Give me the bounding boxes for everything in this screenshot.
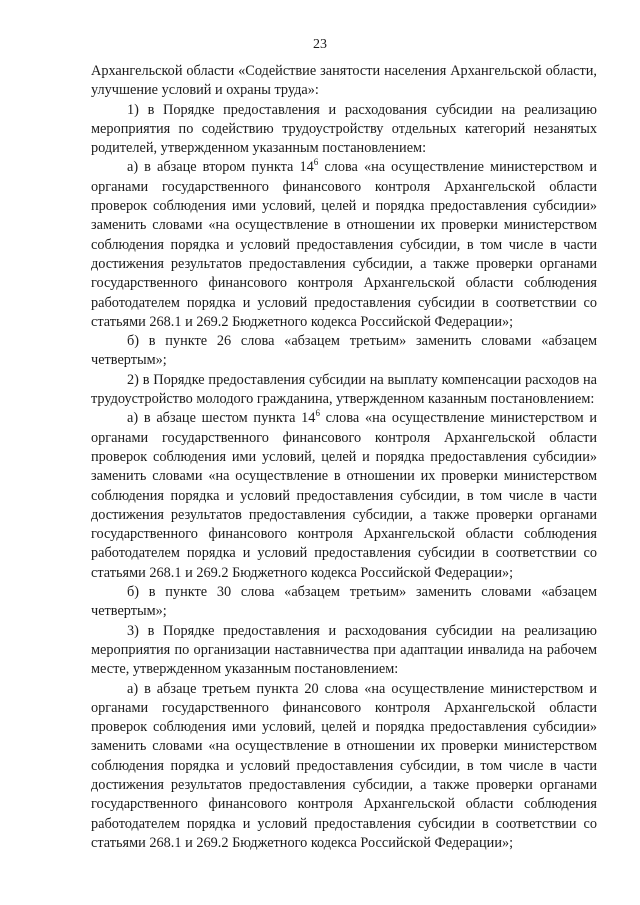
superscript: 6 <box>313 157 319 168</box>
paragraph-intro: Архангельской области «Содействие занятости населения Архангельской области, улучшение условий и охраны труда»: <box>91 63 597 99</box>
paragraph-text: а) в абзаце шестом пункта 14 <box>127 410 316 427</box>
paragraph-item-1a <box>91 158 597 332</box>
page-number: 23 <box>313 37 327 52</box>
paragraph-item-3a: а) в абзаце третьем пункта 20 слова «на осуществление министерством и органами государственного финансового контроля Архангельской области проверок соблюдения ими условий, целей и порядка предоставления субсидии» заменить словами «на осуществление в отношении их проверки министерством соблюдения порядка и условий предоставления субсидии, в том числе в части достижения результатов предоставления субсидии, а также проверки органами государственного финансового контроля Архангельской области соблюдения работодателем порядка и условий предоставления субсидии в соответствии со статьями 268.1 и 269.2 Бюджетного кодекса Российской Федерации»; <box>91 680 597 851</box>
paragraph-text: слова «на осуществление министерством и органами государственного финансового контроля Архангельской области проверок соблюдения ими условий, целей и порядка предоставления субсидии» заменить словами «на осуществление в отношении их проверки министерством соблюдения порядка и условий предоставления субсидии, в том числе в части достижения результатов предоставления субсидии, а также проверки органами государственного финансового контроля Архангельской области соблюдения работодателем порядка и условий предоставления субсидии в соответствии со статьями 268.1 и 269.2 Бюджетного кодекса Российской Федерации»; <box>91 410 598 581</box>
paragraph-item-2a <box>91 409 597 583</box>
paragraph-item-1b: б) в пункте 26 слова «абзацем третьим» заменить словами «абзацем четвертым»; <box>91 333 597 369</box>
document-body <box>91 62 597 853</box>
superscript: 6 <box>315 408 320 419</box>
paragraph-text: а) в абзаце втором пункта 14 <box>127 159 314 176</box>
paragraph-item-1: 1) в Порядке предоставления и расходования субсидии на реализацию мероприятия по содействию трудоустройству отдельных категорий незанятых родителей, утвержденном указанным постановлением: <box>91 101 597 157</box>
paragraph-item-2: 2) в Порядке предоставления субсидии на выплату компенсации расходов на трудоустройство молодого гражданина, утвержденном казанным постановлением: <box>91 371 597 408</box>
paragraph-item-2b: б) в пункте 30 слова «абзацем третьим» заменить словами «абзацем четвертым»; <box>91 584 597 620</box>
paragraph-item-3: 3) в Порядке предоставления и расходования субсидии на реализацию мероприятия по организации наставничества при адаптации инвалида на рабочем месте, утвержденном указанным постановлением: <box>91 622 597 678</box>
paragraph-text: слова «на осуществление министерством и органами государственного финансового контроля Архангельской области проверок соблюдения ими условий, целей и порядка предоставления субсидии» заменить словами «на осуществление в отношении их проверки министерством соблюдения порядка и условий предоставления субсидии, в том числе в части достижения результатов предоставления субсидии, а также проверки органами государственного финансового контроля Архангельской области соблюдения работодателем порядка и условий предоставления субсидии в соответствии со статьями 268.1 и 269.2 Бюджетного кодекса Российской Федерации»; <box>91 159 597 330</box>
